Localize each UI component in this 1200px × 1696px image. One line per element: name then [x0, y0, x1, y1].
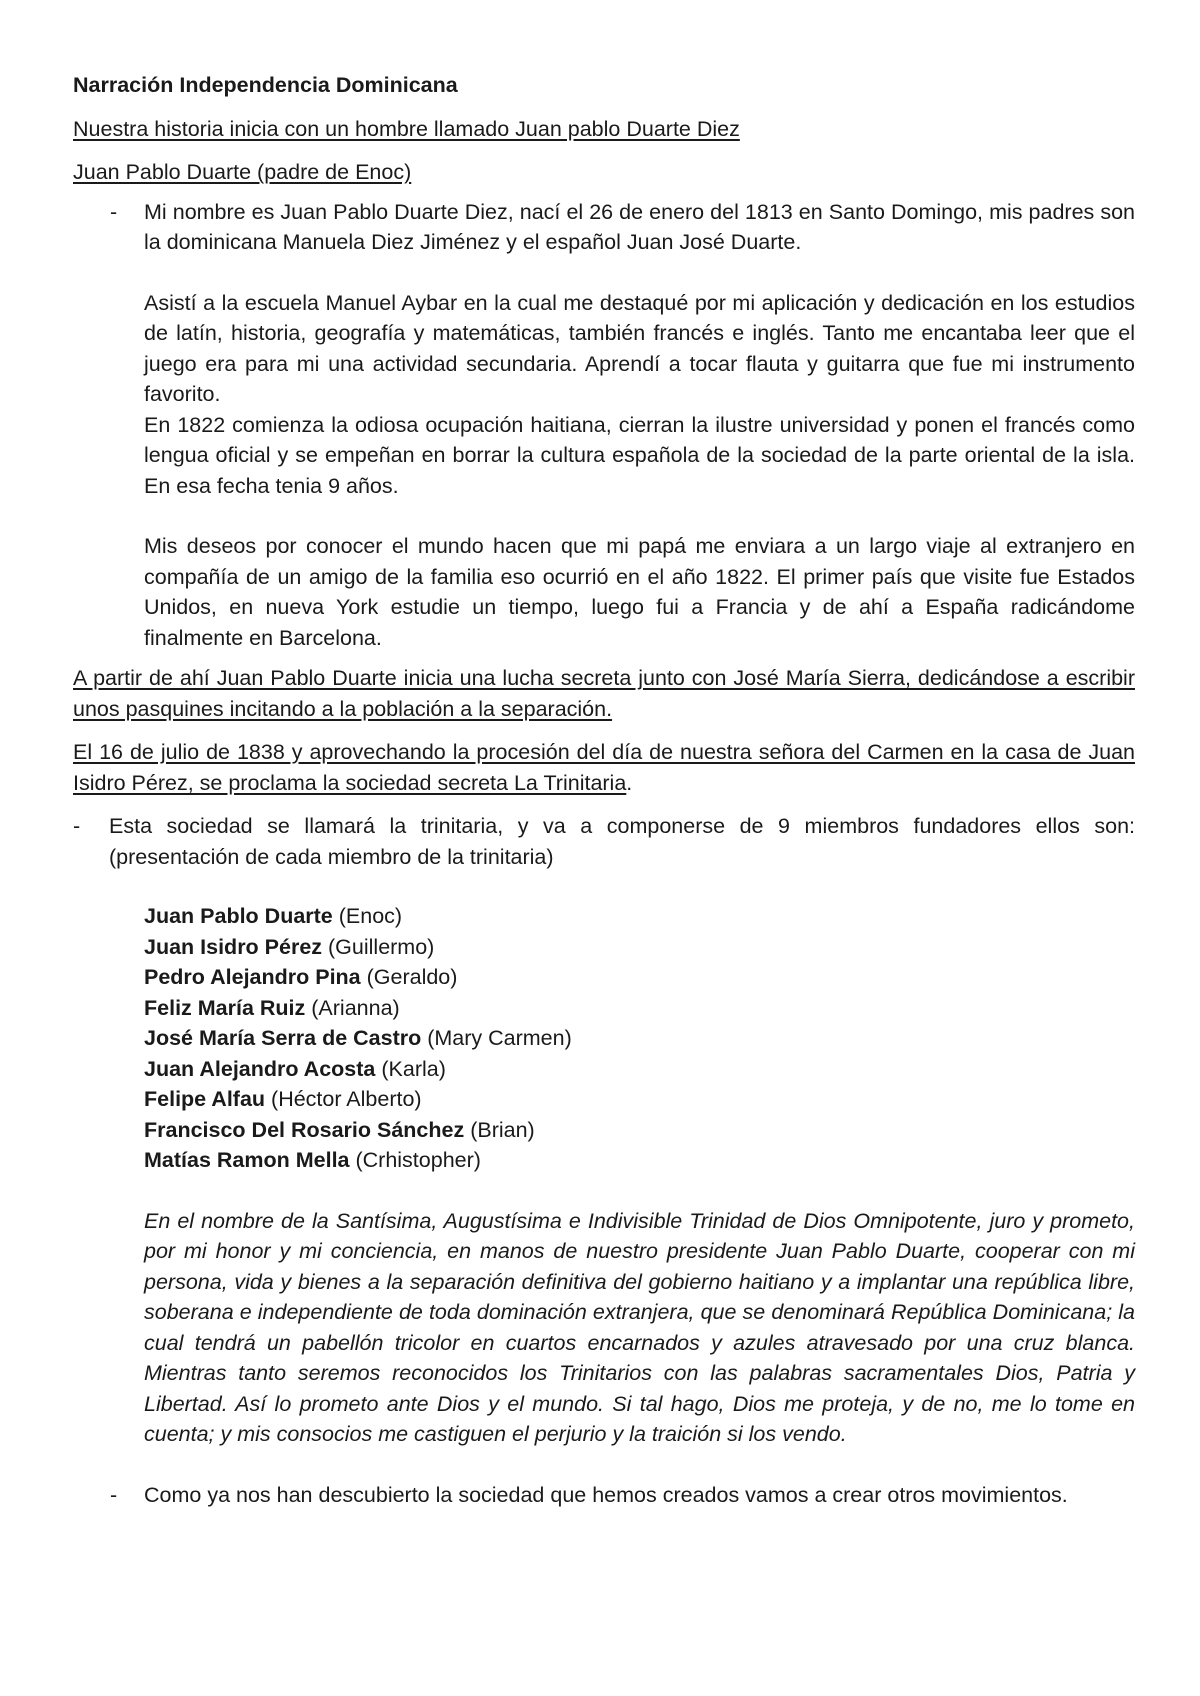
bullet-dash: -	[73, 814, 81, 838]
list-item	[144, 1054, 1135, 1085]
list-item	[144, 1084, 1135, 1115]
bullet-dash: -	[110, 1482, 118, 1507]
founding-text: El 16 de julio de 1838 y aprovechando la procesión del día de nuestra señora del Carmen en la casa de Juan Isidro Pérez, se proclama la sociedad secreta La Trinitaria	[73, 740, 1135, 795]
discovered-item	[73, 1480, 1135, 1511]
list-item	[144, 1145, 1135, 1176]
member-name: Pedro Alejandro Pina	[144, 965, 361, 989]
member-actor: (Karla)	[375, 1056, 446, 1081]
secret-fight-text: A partir de ahí Juan Pablo Duarte inicia una lucha secreta junto con José María Sierra, dedicándose a escribir unos pasquines incitando a la población a la separación.	[73, 666, 1135, 721]
duarte-paragraph-occupation: En 1822 comienza la odiosa ocupación haitiana, cierran la ilustre universidad y ponen el francés como lengua oficial y se empeñan en borrar la cultura española de la sociedad de la parte oriental de la isla. En esa fecha tenia 9 años.	[144, 412, 1135, 498]
member-actor: (Mary Carmen)	[421, 1026, 572, 1050]
founding-period: .	[626, 770, 633, 795]
bullet-dash: -	[110, 199, 118, 224]
duarte-paragraph-birth: Mi nombre es Juan Pablo Duarte Diez, nací el 26 de enero del 1813 en Santo Domingo, mis padres son la dominicana Manuela Diez Jiménez y el español Juan José Duarte.	[144, 199, 1135, 254]
list-item	[144, 1115, 1135, 1146]
intro-heading	[73, 114, 1135, 145]
society-intro-text: Esta sociedad se llamará la trinitaria, y va a componerse de 9 miembros fundadores ellos son: (presentación de cada miembro de la trinitaria)	[109, 814, 1135, 869]
member-name: Francisco Del Rosario Sánchez	[144, 1117, 465, 1142]
document-title: Narración Independencia Dominicana	[73, 73, 458, 97]
list-item	[144, 932, 1135, 963]
member-actor: (Arianna)	[305, 995, 400, 1020]
founding-paragraph	[73, 737, 1135, 798]
member-actor: (Enoc)	[332, 904, 403, 928]
intro-heading-text: Nuestra historia inicia con un hombre llamado Juan pablo Duarte Diez	[73, 116, 740, 141]
member-actor: (Brian)	[464, 1117, 535, 1142]
list-item	[144, 1023, 1135, 1054]
list-item	[144, 962, 1135, 993]
member-actor: (Geraldo)	[360, 965, 458, 989]
member-name: Felipe Alfau	[144, 1087, 266, 1111]
member-name: Juan Alejandro Acosta	[144, 1056, 376, 1081]
secret-fight-paragraph	[73, 663, 1135, 724]
duarte-paragraph-travel: Mis deseos por conocer el mundo hacen que mi papá me enviara a un largo viaje al extranjero en compañía de un amigo de la familia eso ocurrió en el año 1822. El primer país que visite fue Estados Unidos, en nueva York estudie un tiempo, luego fui a Francia y de ahí a España radicándome finalmente en Barcelona.	[144, 534, 1135, 650]
member-actor: (Héctor Alberto)	[265, 1087, 422, 1111]
member-name: Matías Ramon Mella	[144, 1148, 350, 1172]
member-name: Juan Pablo Duarte	[144, 904, 333, 928]
character-heading	[73, 157, 1135, 188]
member-actor: (Guillermo)	[322, 934, 435, 959]
list-item	[144, 901, 1135, 932]
list-item	[144, 993, 1135, 1024]
duarte-paragraph-school: Asistí a la escuela Manuel Aybar en la cual me destaqué por mi aplicación y dedicación en los estudios de latín, historia, geografía y matemáticas, también francés e inglés. Tanto me encantaba leer que el juego era para mi una actividad secundaria. Aprendí a tocar flauta y guitarra que fue mi instrumento favorito.	[144, 290, 1135, 406]
member-name: Juan Isidro Pérez	[144, 934, 323, 959]
member-actor: (Crhistopher)	[349, 1148, 481, 1172]
society-intro	[73, 811, 1135, 872]
member-name: Feliz María Ruiz	[144, 995, 306, 1020]
character-heading-text: Juan Pablo Duarte (padre de Enoc)	[73, 160, 412, 184]
discovered-text: Como ya nos han descubierto la sociedad que hemos creados vamos a crear otros movimientos.	[144, 1482, 1068, 1507]
founders-list	[73, 901, 1135, 1176]
member-name: José María Serra de Castro	[144, 1026, 422, 1050]
trinitaria-oath: En el nombre de la Santísima, Augustísima e Indivisible Trinidad de Dios Omnipotente, juro y prometo, por mi honor y mi conciencia, en manos de nuestro presidente Juan Pablo Duarte, cooperar con mi persona, vida y bienes a la separación definitiva del gobierno haitiano y a implantar una república libre, soberana e independiente de toda dominación extranjera, que se denominará República Dominicana; la cual tendrá un pabellón tricolor en cuartos encarnados y azules atravesado por una cruz blanca. Mientras tanto seremos reconocidos los Trinitarios con las palabras sacramentales Dios, Patria y Libertad. Así lo prometo ante Dios y el mundo. Si tal hago, Dios me proteja, y de no, me lo tome en cuenta; y mis consocios me castiguen el perjurio y la traición si los vendo.	[144, 1208, 1135, 1446]
duarte-monologue	[73, 197, 1135, 654]
